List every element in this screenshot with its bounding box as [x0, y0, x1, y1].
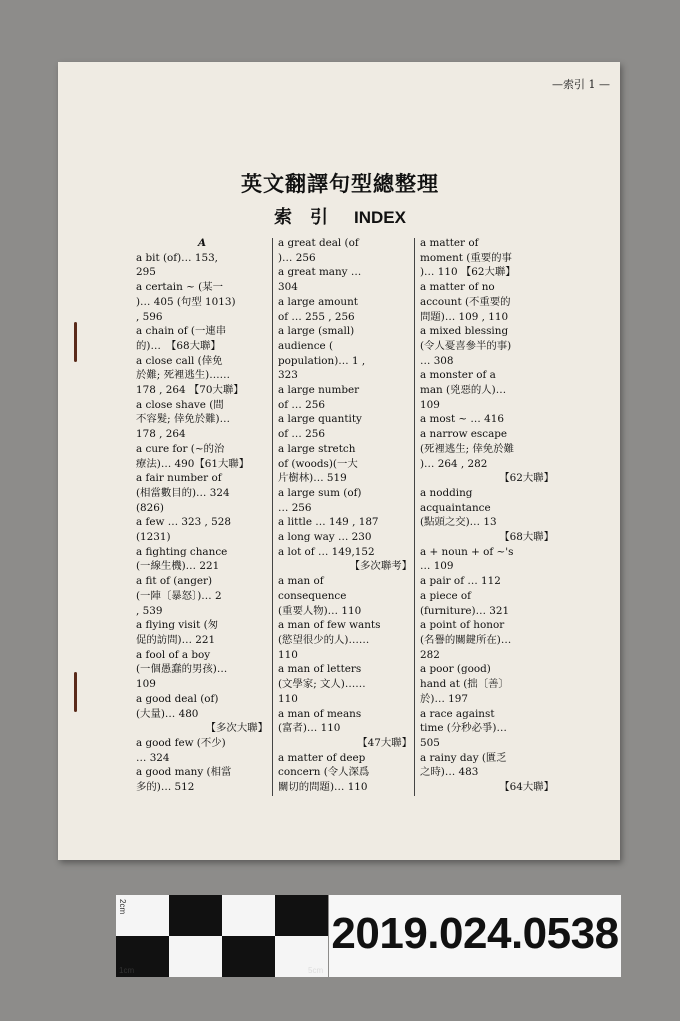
index-entry-line: (相當數目的)… 324	[136, 486, 230, 499]
index-entry-line: a race against	[420, 707, 495, 720]
index-entry-line: a large (small)	[278, 325, 355, 338]
index-entry-line: a little … 149 , 187	[278, 516, 379, 529]
scale-label-right: 5cm	[308, 966, 324, 975]
index-entry-line: a long way … 230	[278, 531, 372, 544]
index-entry-line: 109	[420, 398, 440, 411]
index-entry-line: a man of letters	[278, 663, 362, 676]
index-entry-line: hand at (拙〔善〕	[420, 678, 509, 691]
index-entry-line: 109	[136, 678, 156, 691]
staple-top	[74, 322, 77, 362]
index-entry-line: 【多次聯考】	[349, 560, 412, 573]
color-scale-bar	[116, 895, 328, 977]
index-entry-line: a poor (good)	[420, 663, 491, 676]
index-entry-line: a fair number of	[136, 472, 222, 485]
subtitle-cn: 索 引	[274, 207, 329, 228]
index-entry-line: a few … 323 , 528	[136, 516, 231, 529]
index-entry-line: of … 256	[278, 398, 325, 411]
index-entry-line: 之時)… 483	[420, 766, 479, 779]
index-entry-line: (重要人物)… 110	[278, 604, 362, 617]
index-entry-line: 282	[420, 648, 440, 661]
index-entry-line: consequence	[278, 589, 347, 602]
index-entry-line: (大量)… 480	[136, 707, 199, 720]
index-entry-line: 【64大聯】	[499, 781, 554, 794]
index-entry-line: a nodding	[420, 486, 473, 499]
index-entry-line: (furniture)… 321	[420, 604, 510, 617]
index-entry-line: 於難; 死裡逃生)……	[136, 369, 230, 382]
index-entry-line: a flying visit (匆	[136, 619, 219, 632]
column-divider	[414, 238, 415, 796]
index-entry-line: 【47大聯】	[357, 736, 412, 749]
index-entry-line: a cure for (~的治	[136, 442, 225, 455]
index-entry-line: time (分秒必爭)…	[420, 722, 507, 735]
index-entry-line: 323	[278, 369, 298, 382]
index-entry-line: … 324	[136, 751, 170, 764]
index-entry-line: a narrow escape	[420, 428, 508, 441]
index-entry-line: 【68大聯】	[499, 531, 554, 544]
index-entry-line: (令人憂喜參半的事)	[420, 339, 512, 352]
index-entry-line: 【多次大聯】	[205, 722, 268, 735]
index-entry-line: (一線生機)… 221	[136, 560, 220, 573]
index-entry-line: a man of	[278, 575, 324, 588]
index-entry-line: a large stretch	[278, 442, 356, 455]
index-entry-line: 關切的問題)… 110	[278, 781, 368, 794]
index-entry-line: 多的)… 512	[136, 781, 195, 794]
index-entry-line: a man of few wants	[278, 619, 381, 632]
index-entry-line: 304	[278, 281, 298, 294]
index-entry-line: 不容髮; 倖免於難)…	[136, 413, 230, 426]
index-entry-line: a chain of (一連串	[136, 325, 227, 338]
index-entry-line: , 539	[136, 604, 163, 617]
subtitle-en: INDEX	[354, 208, 406, 227]
index-entry-line: 295	[136, 266, 156, 279]
index-entry-line: a close call (倖免	[136, 354, 223, 367]
index-entry-line: )… 405 (句型 1013)	[136, 295, 236, 308]
index-entry-line: a certain ~ (某一	[136, 281, 223, 294]
index-entry-line: account (不重要的	[420, 295, 511, 308]
index-entry-line: (慾望很少的人)……	[278, 633, 370, 646]
index-entry-line: of … 255 , 256	[278, 310, 355, 323]
index-entry-line: a monster of a	[420, 369, 496, 382]
index-entry-line: 178 , 264	[136, 428, 186, 441]
index-entry-line: (1231)	[136, 531, 171, 544]
page-subtitle	[0, 203, 680, 229]
index-entry-line: a man of means	[278, 707, 362, 720]
index-entry-line: )… 256	[278, 251, 316, 264]
staple-bottom	[74, 672, 77, 712]
index-entry-line: a large number	[278, 384, 360, 397]
index-entry-line: … 256	[278, 501, 312, 514]
index-entry-line: )… 110 【62大聯】	[420, 266, 516, 279]
index-entry-line: a close shave (間	[136, 398, 224, 411]
index-entry-line: a fool of a boy	[136, 648, 211, 661]
index-entry-line: 110	[278, 692, 298, 705]
index-entry-line: population)… 1 ,	[278, 354, 366, 367]
index-entry-line: a + noun + of ~'s	[420, 545, 514, 558]
index-entry-line: (文學家; 文人)……	[278, 678, 366, 691]
index-column-2	[278, 236, 412, 795]
index-entry-line: man (兇惡的人)…	[420, 384, 507, 397]
index-column-3	[420, 236, 554, 795]
index-entry-line: a matter of no	[420, 281, 495, 294]
index-entry-line: … 109	[420, 560, 454, 573]
index-entry-line: a great many …	[278, 266, 362, 279]
index-entry-line: 片樹林)… 519	[278, 472, 347, 485]
catalog-label	[329, 895, 621, 977]
page-title: 英文翻譯句型總整理	[241, 171, 439, 196]
index-entry-line: )… 264 , 282	[420, 457, 488, 470]
index-entry-line: audience (	[278, 339, 334, 352]
index-entry-line: concern (令人深爲	[278, 766, 370, 779]
index-entry-line: a good deal (of)	[136, 692, 219, 705]
index-entry-line: a mixed blessing	[420, 325, 509, 338]
index-entry-line: … 308	[420, 354, 454, 367]
index-entry-line: (點頭之交)… 13	[420, 516, 497, 529]
index-entry-line: a good many (相當	[136, 766, 232, 779]
index-entry-line: a bit (of)… 153,	[136, 251, 218, 264]
index-column-1	[136, 236, 268, 795]
index-entry-line: a matter of deep	[278, 751, 366, 764]
index-entry-line: 110	[278, 648, 298, 661]
index-entry-line: of … 256	[278, 428, 325, 441]
catalog-number: 2019.024.0538	[331, 909, 619, 958]
scale-square	[169, 936, 222, 977]
index-entry-line: (富者)… 110	[278, 722, 341, 735]
index-entry-line: a large sum (of)	[278, 486, 362, 499]
index-entry-line: moment (重要的事	[420, 251, 512, 264]
index-entry-line: a rainy day (匱乏	[420, 751, 507, 764]
index-entry-line: a point of honor	[420, 619, 505, 632]
index-entry-line: (一陣〔暴怒〕)… 2	[136, 589, 222, 602]
index-entry-line: (名譽的關鍵所在)…	[420, 633, 512, 646]
scale-label-top: 2cm	[118, 899, 127, 915]
index-entry-line: a large amount	[278, 295, 358, 308]
index-entry-line: a lot of … 149,152	[278, 545, 375, 558]
index-entry-line: 的)… 【68大聯】	[136, 339, 221, 352]
index-entry-line: (一個愚蠢的男孩)…	[136, 663, 228, 676]
index-entry-line: (死裡逃生; 倖免於難	[420, 442, 514, 455]
index-entry-line: of (woods)(一大	[278, 457, 358, 470]
index-entry-line: 於)… 197	[420, 692, 468, 705]
column-divider	[272, 238, 273, 796]
page-label: —索引 1 —	[552, 78, 610, 91]
index-entry-line: 問題)… 109 , 110	[420, 310, 509, 323]
index-entry-line: A	[197, 237, 207, 249]
index-entry-line: (826)	[136, 501, 164, 514]
index-entry-line: a most ~ … 416	[420, 413, 504, 426]
index-entry-line: 505	[420, 736, 440, 749]
index-entry-line: a large quantity	[278, 413, 362, 426]
index-entry-line: a fighting chance	[136, 545, 228, 558]
index-entry-line: 促的訪問)… 221	[136, 633, 216, 646]
index-entry-line: 【62大聯】	[499, 472, 554, 485]
index-entry-line: a fit of (anger)	[136, 575, 213, 588]
scale-label-left: 1cm	[119, 966, 135, 975]
index-entry-line: , 596	[136, 310, 163, 323]
index-entry-line: a good few (不少)	[136, 736, 226, 749]
index-entry-line: a great deal (of	[278, 237, 359, 249]
index-entry-line: 178 , 264 【70大聯】	[136, 384, 244, 397]
index-entry-line: a pair of … 112	[420, 575, 501, 588]
scale-square	[222, 895, 275, 936]
index-entry-line: 療法)… 490【61大聯】	[136, 457, 250, 470]
index-entry-line: a piece of	[420, 589, 471, 602]
index-entry-line: a matter of	[420, 237, 479, 249]
index-entry-line: acquaintance	[420, 501, 491, 514]
